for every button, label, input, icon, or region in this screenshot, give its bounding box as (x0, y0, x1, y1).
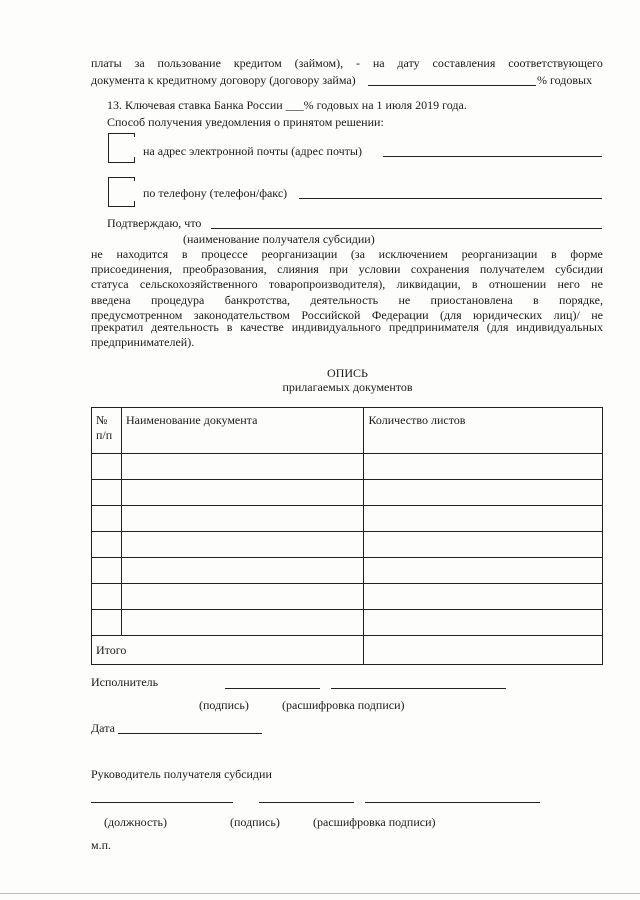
word: банкротства, (224, 293, 291, 307)
cell-number[interactable] (92, 558, 122, 584)
paragraph-top-line1 (91, 56, 603, 71)
table-row (92, 558, 603, 584)
cell-sheets[interactable] (364, 480, 603, 506)
percent-suffix: % годовых (537, 73, 593, 87)
table-row (92, 454, 603, 480)
word: дату (397, 56, 420, 70)
total-sheets-cell[interactable] (364, 636, 603, 665)
word: платы (91, 56, 122, 70)
head-name-field[interactable] (365, 802, 540, 803)
confirm-line (91, 277, 603, 292)
word: сельскохозяйственного (139, 277, 258, 291)
email-option-label: на адрес электронной почты (адрес почты) (143, 144, 362, 158)
word: субсидии (555, 262, 603, 276)
executor-name-field[interactable] (331, 688, 506, 689)
opis-subtitle: прилагаемых документов (282, 380, 413, 394)
word: качестве (240, 320, 284, 334)
seal-place: м.п. (91, 838, 112, 852)
word: введена (91, 293, 131, 307)
word: преобразования, (182, 262, 267, 276)
cell-name[interactable] (121, 610, 364, 636)
word: реорганизации (261, 247, 338, 261)
word: не (398, 293, 411, 307)
word: деятельность (310, 293, 379, 307)
col-sheets-header: Количество листов (364, 408, 603, 454)
word: законодательством (193, 308, 290, 322)
word: в (181, 247, 188, 261)
word: - (355, 56, 360, 70)
cell-number[interactable] (92, 584, 122, 610)
cell-name[interactable] (121, 506, 364, 532)
word: не (591, 308, 603, 322)
table-header-row (92, 408, 603, 454)
word: приостановлена (430, 293, 513, 307)
opis-title: ОПИСЬ (327, 366, 368, 380)
word: предпринимателя (388, 320, 479, 334)
scan-edge (0, 893, 640, 894)
head-decode-caption: (расшифровка подписи) (313, 815, 436, 829)
word: исключением (378, 247, 448, 261)
executor-signature-caption: (подпись) (199, 698, 249, 712)
executor-label: Исполнитель (91, 675, 159, 689)
email-checkbox[interactable] (108, 133, 135, 163)
word: индивидуального (291, 320, 382, 334)
word: присоединения, (91, 262, 173, 276)
word: соответствующего (508, 56, 603, 70)
confirm-line (91, 320, 603, 335)
word: в (551, 247, 557, 261)
word: за (134, 56, 145, 70)
date-label: Дата (91, 721, 115, 735)
recipient-name-field[interactable] (211, 228, 602, 229)
col-name-header: Наименование документа (121, 408, 364, 454)
word: юридических (473, 308, 543, 322)
cell-sheets[interactable] (364, 584, 603, 610)
word: в (533, 293, 539, 307)
word: Федерации (371, 308, 429, 322)
head-signature-field[interactable] (259, 802, 354, 803)
col-number-header: № п/п (92, 408, 122, 454)
cell-sheets[interactable] (364, 558, 603, 584)
cell-name[interactable] (121, 558, 364, 584)
table-row (92, 610, 603, 636)
word: (за (350, 247, 365, 261)
cell-number[interactable] (92, 610, 122, 636)
table-total-row (92, 636, 603, 665)
cell-name[interactable] (121, 584, 364, 610)
word: отношении (488, 277, 547, 291)
phone-option-label: по телефону (телефон/факс) (143, 186, 288, 200)
head-signature-caption: (подпись) (230, 815, 280, 829)
recipient-name-caption: (наименование получателя субсидии) (183, 232, 375, 246)
confirm-label: Подтверждаю, что (107, 216, 202, 230)
head-label: Руководитель получателя субсидии (91, 767, 272, 781)
interest-rate-field[interactable] (368, 85, 536, 86)
word: Российской (301, 308, 361, 322)
confirm-line (91, 262, 603, 277)
cell-name[interactable] (121, 454, 364, 480)
cell-number[interactable] (92, 532, 122, 558)
word: (для (486, 320, 509, 334)
word: товаропроизводителя), (268, 277, 386, 291)
word: предусмотренном (91, 308, 183, 322)
word: кредитом (233, 56, 282, 70)
head-position-caption: (должность) (104, 815, 167, 829)
word: не (91, 247, 103, 261)
word: процедура (150, 293, 205, 307)
word: прекратил (91, 320, 144, 334)
head-position-field[interactable] (91, 802, 233, 803)
executor-signature-field[interactable] (225, 688, 320, 689)
cell-number[interactable] (92, 506, 122, 532)
table-row (92, 480, 603, 506)
cell-number[interactable] (92, 454, 122, 480)
word: реорганизации (461, 247, 538, 261)
word: ликвидации, (396, 277, 461, 291)
cell-sheets[interactable] (364, 532, 603, 558)
word: деятельность (151, 320, 219, 334)
confirm-last-line: предпринимателей). (91, 335, 195, 349)
email-address-field[interactable] (383, 156, 602, 157)
word: лиц)/ (553, 308, 580, 322)
word: слияния (277, 262, 319, 276)
word: индивидуальных (516, 320, 603, 334)
word: порядке, (559, 293, 603, 307)
word: пользование (157, 56, 221, 70)
word: в (471, 277, 478, 291)
word: на (372, 56, 385, 70)
word: не (591, 277, 603, 291)
cell-name[interactable] (121, 480, 364, 506)
table-row (92, 532, 603, 558)
confirm-line (91, 293, 603, 308)
word: получателем (479, 262, 545, 276)
documents-table (91, 407, 603, 665)
confirm-line (91, 247, 603, 262)
word: сохранения (410, 262, 470, 276)
cell-sheets[interactable] (364, 506, 603, 532)
word: составления (432, 56, 496, 70)
word: условии (358, 262, 401, 276)
cell-sheets[interactable] (364, 610, 603, 636)
table-row (92, 506, 603, 532)
word: в (226, 320, 233, 334)
cell-number[interactable] (92, 480, 122, 506)
word: статуса (91, 277, 129, 291)
phone-checkbox[interactable] (108, 177, 135, 207)
cell-sheets[interactable] (364, 454, 603, 480)
executor-decode-caption: (расшифровка подписи) (282, 698, 405, 712)
word: процессе (201, 247, 248, 261)
word: форме (570, 247, 603, 261)
total-label: Итого (92, 636, 364, 665)
word: (для (440, 308, 462, 322)
word: находится (116, 247, 169, 261)
phone-number-field[interactable] (299, 198, 602, 199)
table-row (92, 584, 603, 610)
item-13-text: 13. Ключевая ставка Банка России ___% годовых на 1 июля 2019 года. (107, 98, 467, 112)
cell-name[interactable] (121, 532, 364, 558)
date-field[interactable] (118, 733, 262, 734)
word: него (557, 277, 580, 291)
paragraph-top-line2: документа к кредитному договору (договору займа) (91, 73, 356, 87)
word: при (329, 262, 349, 276)
method-label: Способ получения уведомления о принятом решении: (107, 115, 384, 129)
word: (займом), (294, 56, 344, 70)
